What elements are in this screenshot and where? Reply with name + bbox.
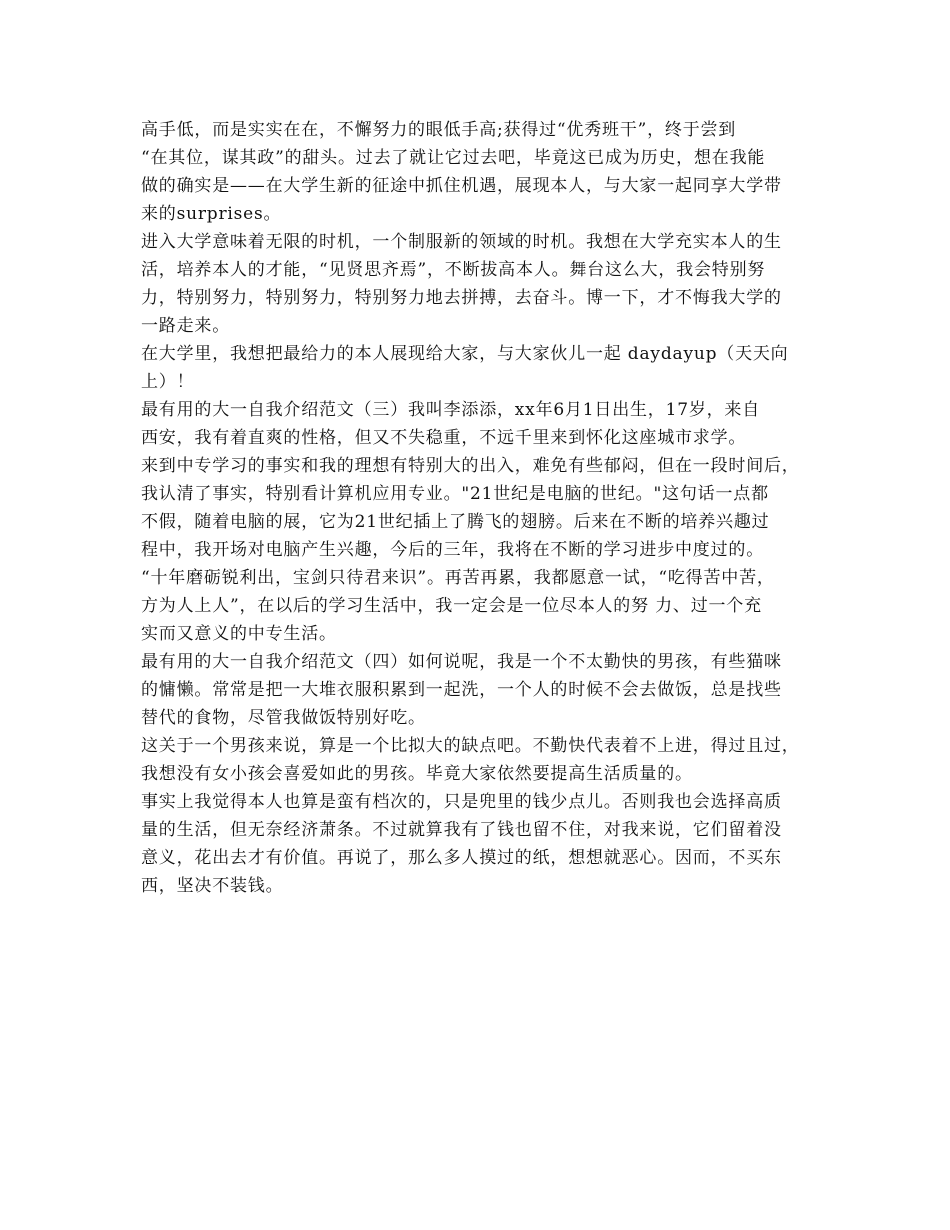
text-line: 活，培养本人的才能，“见贤思齐焉”，不断拔高本人。舞台这么大，我会特别努: [141, 260, 766, 280]
text-line: 最有用的大一自我介绍范文（四）如何说呢，我是一个不太勤快的男孩，有些猫咪: [141, 652, 782, 672]
text-line: 程中，我开场对电脑产生兴趣，今后的三年，我将在不断的学习进步中度过的。: [141, 540, 764, 560]
text-line: “十年磨砺锐利出，宝剑只待君来识”。再苦再累，我都愿意一试，“吃得苦中苦，: [141, 568, 775, 588]
text-line: 进入大学意味着无限的时机，一个制服新的领域的时机。我想在大学充实本人的生: [141, 232, 782, 252]
text-line: 替代的食物，尽管我做饭特别好吃。: [141, 708, 426, 728]
text-line: 上）！: [141, 372, 195, 392]
text-line: 意义，花出去才有价值。再说了，那么多人摸过的纸，想想就恶心。因而，不买东: [141, 848, 782, 868]
text-line: 一路走来。: [141, 316, 230, 336]
text-line: 事实上我觉得本人也算是蛮有档次的，只是兜里的钱少点儿。否则我也会选择高质: [141, 792, 782, 812]
text-line: 在大学里，我想把最给力的本人展现给大家，与大家伙儿一起 daydayup（天天向: [141, 344, 789, 364]
text-line: 西安，我有着直爽的性格，但又不失稳重，不远千里来到怀化这座城市求学。: [141, 428, 747, 448]
text-line: 方为人上人”，在以后的学习生活中，我一定会是一位尽本人的努 力、过一个充: [141, 596, 762, 616]
text-line: “在其位，谋其政”的甜头。过去了就让它过去吧，毕竟这已成为历史，想在我能: [141, 148, 766, 168]
text-line: 我认清了事实，特别看计算机应用专业。"21世纪是电脑的世纪。"这句话一点都: [141, 484, 769, 504]
text-line: 西，坚决不装钱。: [141, 876, 284, 896]
text-line: 我想没有女小孩会喜爱如此的男孩。毕竟大家依然要提高生活质量的。: [141, 764, 693, 784]
text-line: 这关于一个男孩来说，算是一个比拟大的缺点吧。不勤快代表着不上进，得过且过，: [141, 736, 800, 756]
text-line: 来到中专学习的事实和我的理想有特别大的出入，难免有些郁闷，但在一段时间后，: [141, 456, 800, 476]
text-line: 不假，随着电脑的展，它为21世纪插上了腾飞的翅膀。后来在不断的培养兴趣过: [141, 512, 770, 532]
text-line: 做的确实是——在大学生新的征途中抓住机遇，展现本人，与大家一起同享大学带: [141, 176, 782, 196]
text-line: 实而又意义的中专生活。: [141, 624, 337, 644]
text-line: 力，特别努力，特别努力，特别努力地去拼搏，去奋斗。博一下，才不悔我大学的: [141, 288, 782, 308]
text-line: 来的surprises。: [141, 204, 282, 224]
text-line: 的慵懒。常常是把一大堆衣服积累到一起洗，一个人的时候不会去做饭，总是找些: [141, 680, 782, 700]
text-line: 高手低，而是实实在在，不懈努力的眼低手高;获得过“优秀班干”，终于尝到: [141, 120, 737, 140]
text-line: 最有用的大一自我介绍范文（三）我叫李添添，xx年6月1日出生，17岁，来自: [141, 400, 761, 420]
text-line: 量的生活，但无奈经济萧条。不过就算我有了钱也留不住，对我来说，它们留着没: [141, 820, 782, 840]
document-body: [141, 116, 813, 900]
